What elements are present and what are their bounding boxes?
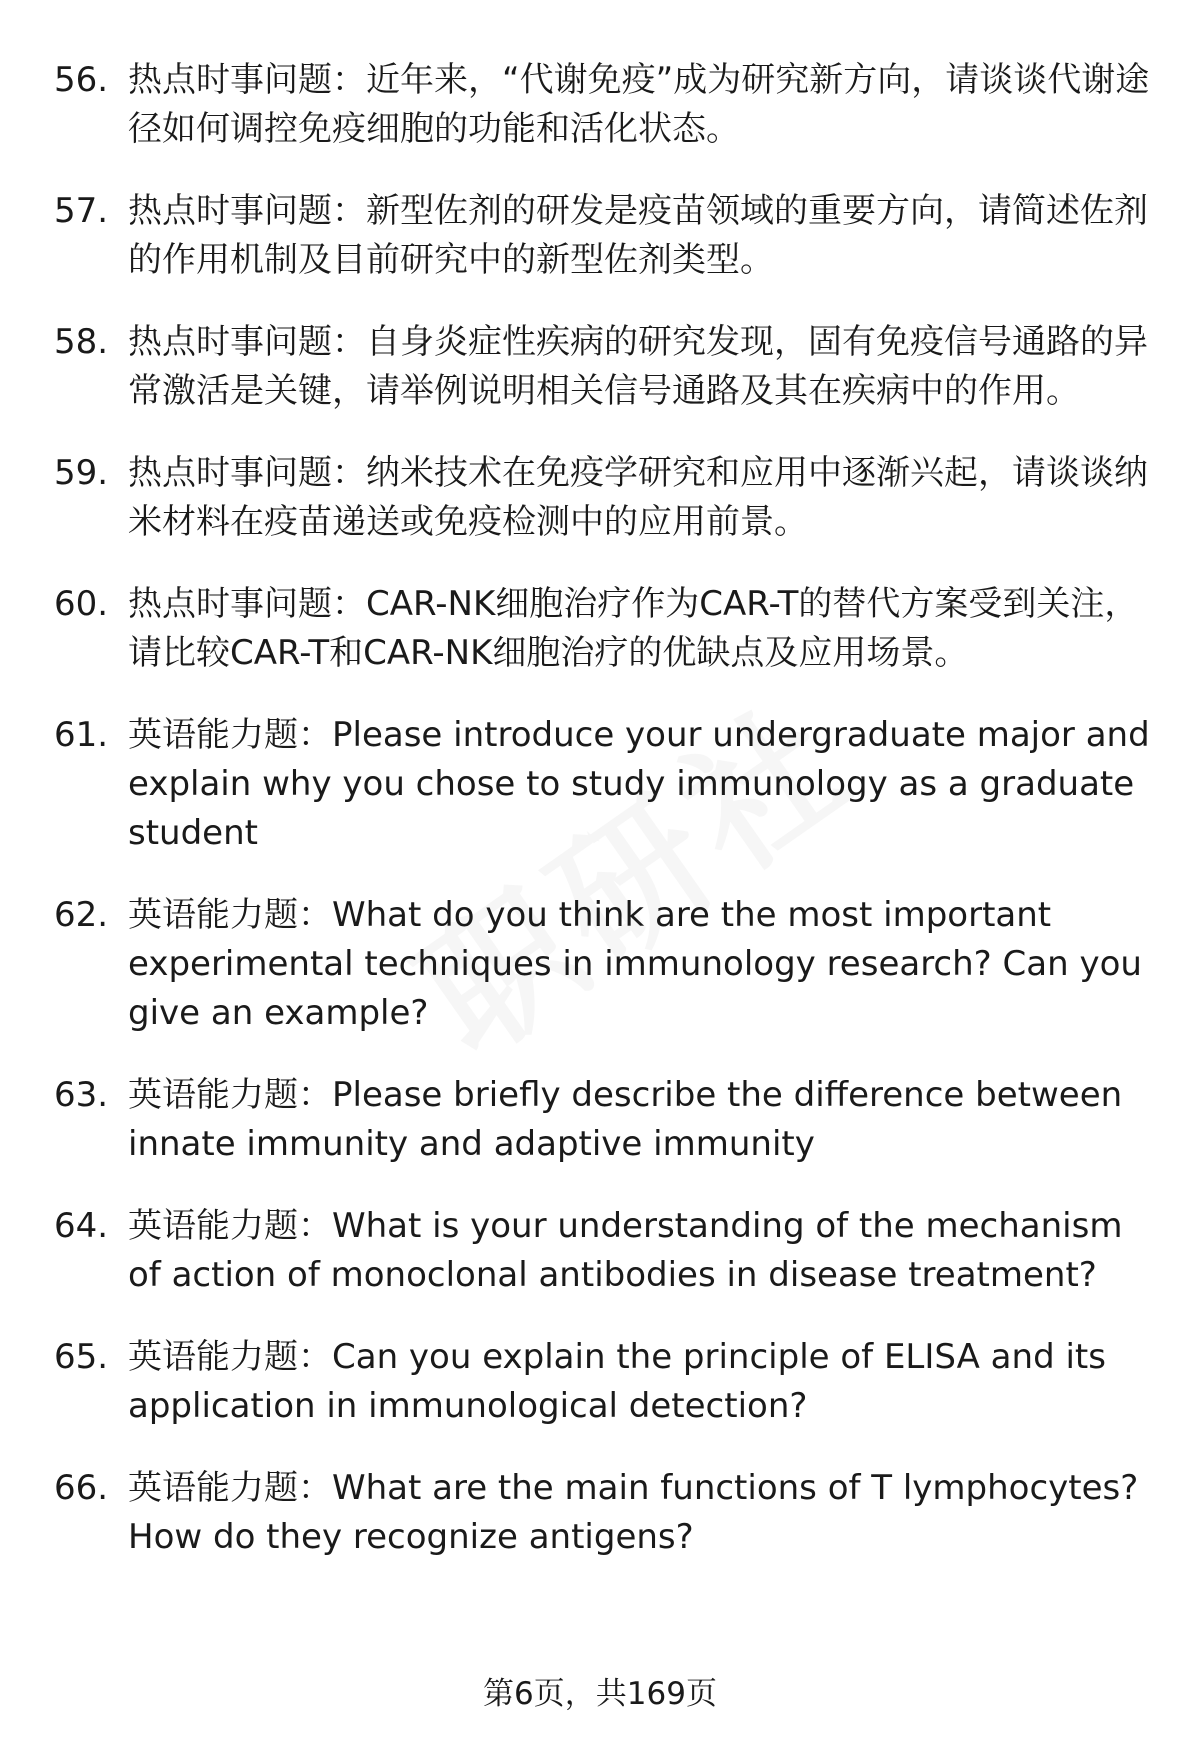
question-text: 英语能力题：Please introduce your undergraduate major and explain why you chose to study immunology as a graduate student	[128, 715, 1150, 853]
question-number: 60.	[54, 584, 109, 624]
question-text: 英语能力题：What are the main functions of T lymphocytes? How do they recognize antigens?	[128, 1468, 1139, 1557]
question-item	[54, 1333, 1164, 1431]
question-number: 66.	[54, 1468, 109, 1508]
question-number: 58.	[54, 322, 109, 362]
question-item	[54, 318, 1164, 416]
question-text: 热点时事问题：新型佐剂的研发是疫苗领域的重要方向，请简述佐剂的作用机制及目前研究中的新型佐剂类型。	[128, 191, 1148, 280]
question-number: 57.	[54, 191, 109, 231]
question-item	[54, 187, 1164, 285]
question-item	[54, 449, 1164, 547]
question-item	[54, 56, 1164, 154]
question-number: 63.	[54, 1075, 109, 1115]
page-footer	[0, 1672, 1200, 1716]
question-item	[54, 1071, 1164, 1169]
question-text: 英语能力题：What do you think are the most important experimental techniques in immunology research? Can you give an example?	[128, 895, 1142, 1033]
question-item	[54, 580, 1164, 678]
question-text: 热点时事问题：自身炎症性疾病的研究发现，固有免疫信号通路的异常激活是关键，请举例说明相关信号通路及其在疾病中的作用。	[128, 322, 1148, 411]
question-item	[54, 891, 1164, 1038]
question-number: 62.	[54, 895, 109, 935]
question-text: 英语能力题：What is your understanding of the mechanism of action of monoclonal antibodies in disease treatment?	[128, 1206, 1123, 1295]
question-text: 热点时事问题：近年来，“代谢免疫”成为研究新方向，请谈谈代谢途径如何调控免疫细胞的功能和活化状态。	[128, 60, 1150, 149]
question-item	[54, 711, 1164, 858]
question-number: 61.	[54, 715, 109, 755]
question-text: 英语能力题：Can you explain the principle of ELISA and its application in immunological detection?	[128, 1337, 1106, 1426]
question-text: 热点时事问题：纳米技术在免疫学研究和应用中逐渐兴起，请谈谈纳米材料在疫苗递送或免疫检测中的应用前景。	[128, 453, 1148, 542]
question-list	[54, 56, 1164, 1595]
question-item	[54, 1464, 1164, 1562]
question-text: 热点时事问题：CAR-NK细胞治疗作为CAR-T的替代方案受到关注，请比较CAR-T和CAR-NK细胞治疗的优缺点及应用场景。	[128, 584, 1139, 673]
question-number: 56.	[54, 60, 109, 100]
question-text: 英语能力题：Please briefly describe the difference between innate immunity and adaptive immunity	[128, 1075, 1123, 1164]
page-number: 第6页，共169页	[483, 1676, 717, 1712]
question-number: 64.	[54, 1206, 109, 1246]
question-item	[54, 1202, 1164, 1300]
question-number: 65.	[54, 1337, 109, 1377]
question-number: 59.	[54, 453, 109, 493]
